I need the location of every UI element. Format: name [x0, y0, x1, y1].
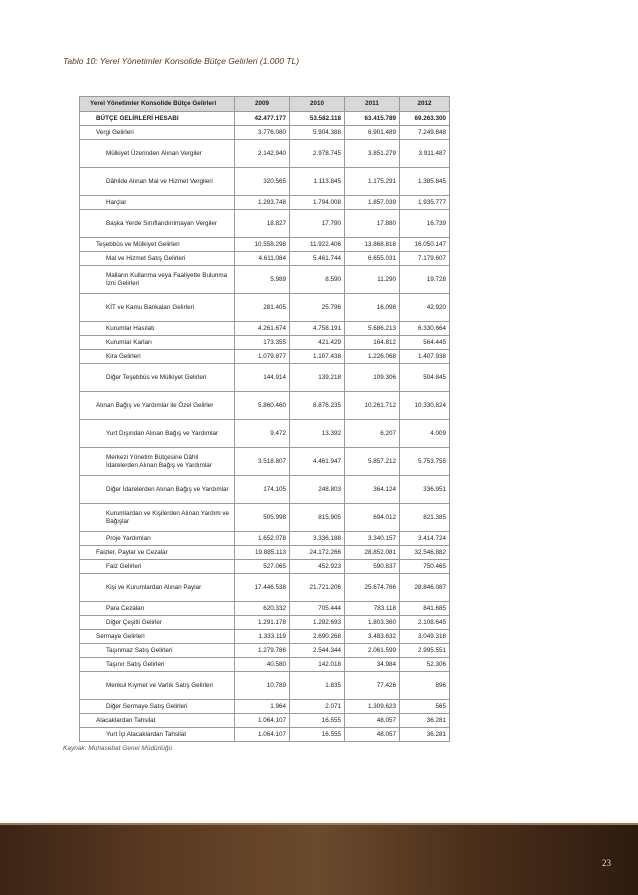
table-row — [80, 504, 450, 532]
row-label: Başka Yerde Sınıflandırılmayan Vergiler — [80, 210, 235, 238]
value-cell: 11.290 — [345, 266, 400, 294]
value-cell: 4.009 — [400, 420, 450, 448]
value-cell: 1.107.438 — [290, 350, 345, 364]
value-cell: 590.837 — [345, 560, 400, 574]
value-cell: 504.845 — [400, 364, 450, 392]
row-label: Alınan Bağış ve Yardımlar ile Özel Gelirler — [80, 392, 235, 420]
value-cell: 564.445 — [400, 336, 450, 350]
value-cell: 1.385.845 — [400, 168, 450, 196]
row-label: Kurumlar Hasılatı — [80, 322, 235, 336]
value-cell: 18.827 — [235, 210, 290, 238]
value-cell: 4.758.191 — [290, 322, 345, 336]
value-cell: 25.796 — [290, 294, 345, 322]
value-cell: 48.057 — [345, 728, 400, 742]
value-cell: 1.175.291 — [345, 168, 400, 196]
value-cell: 1.279.786 — [235, 644, 290, 658]
value-cell: 2.142.940 — [235, 140, 290, 168]
value-cell: 32.546.882 — [400, 546, 450, 560]
value-cell: 750.465 — [400, 560, 450, 574]
value-cell: 6.655.031 — [345, 252, 400, 266]
value-cell: 13.868.818 — [345, 238, 400, 252]
value-cell: 694.012 — [345, 504, 400, 532]
row-label: Kişi ve Kurumlardan Alınan Paylar — [80, 574, 235, 602]
value-cell: 1.292.693 — [290, 616, 345, 630]
row-label: Merkezi Yönetim Bütçesine Dâhil İdarelerden Alınan Bağış ve Yardımlar — [80, 448, 235, 476]
row-label: Alacaklardan Tahsilat — [80, 714, 235, 728]
source-note: Kaynak: Muhasebat Genel Müdürlüğü — [63, 745, 173, 752]
value-cell: 1.407.938 — [400, 350, 450, 364]
table-row — [80, 168, 450, 196]
value-cell: 6.207 — [345, 420, 400, 448]
value-cell: 821.385 — [400, 504, 450, 532]
value-cell: 3.851.279 — [345, 140, 400, 168]
value-cell: 281.405 — [235, 294, 290, 322]
value-cell: 3.414.724 — [400, 532, 450, 546]
value-cell: 1.113.845 — [290, 168, 345, 196]
table-row — [80, 238, 450, 252]
value-cell: 16.555 — [290, 728, 345, 742]
value-cell: 1.291.178 — [235, 616, 290, 630]
row-label: KİT ve Kamu Bankaları Gelirleri — [80, 294, 235, 322]
row-label: Faiz Gelirleri — [80, 560, 235, 574]
value-cell: 705.444 — [290, 602, 345, 616]
table-row — [80, 112, 450, 126]
value-cell: 6.901.489 — [345, 126, 400, 140]
value-cell: 3.340.157 — [345, 532, 400, 546]
row-label: Diğer İdarelerden Alınan Bağış ve Yardımlar — [80, 476, 235, 504]
value-cell: 69.263.300 — [400, 112, 450, 126]
table-row — [80, 700, 450, 714]
value-cell: 19.885.113 — [235, 546, 290, 560]
value-cell: 3.336.188 — [290, 532, 345, 546]
value-cell: 841.685 — [400, 602, 450, 616]
row-label: Kurumlar Karları — [80, 336, 235, 350]
value-cell: 10.558.298 — [235, 238, 290, 252]
table-caption: Tablo 10: Yerel Yönetimler Konsolide Bütçe Gelirleri (1.000 TL) — [63, 56, 300, 66]
value-cell: 5.904.388 — [290, 126, 345, 140]
value-cell: 452.923 — [290, 560, 345, 574]
value-cell: 24.172.266 — [290, 546, 345, 560]
value-cell: 16.098 — [345, 294, 400, 322]
row-label: Harçlar — [80, 196, 235, 210]
page-footer-band — [0, 825, 638, 895]
table-row — [80, 616, 450, 630]
value-cell: 1.064.107 — [235, 714, 290, 728]
table-row — [80, 266, 450, 294]
value-cell: 1.964 — [235, 700, 290, 714]
value-cell: 10.789 — [235, 672, 290, 700]
value-cell: 7.249.848 — [400, 126, 450, 140]
value-cell: 53.582.118 — [290, 112, 345, 126]
value-cell: 1.293.748 — [235, 196, 290, 210]
value-cell: 7.179.607 — [400, 252, 450, 266]
row-label: Diğer Sermaye Satış Gelirleri — [80, 700, 235, 714]
row-label: Taşınır Satış Gelirleri — [80, 658, 235, 672]
value-cell: 10.261.712 — [345, 392, 400, 420]
table-row — [80, 560, 450, 574]
table-row — [80, 658, 450, 672]
value-cell: 248.803 — [290, 476, 345, 504]
value-cell: 4.261.674 — [235, 322, 290, 336]
table-row — [80, 448, 450, 476]
value-cell: 8.876.235 — [290, 392, 345, 420]
value-cell: 2.061.599 — [345, 644, 400, 658]
value-cell: 16.555 — [290, 714, 345, 728]
value-cell: 527.065 — [235, 560, 290, 574]
value-cell: 4.611.084 — [235, 252, 290, 266]
value-cell: 5.860.460 — [235, 392, 290, 420]
table-row — [80, 126, 450, 140]
table-body — [80, 112, 450, 742]
value-cell: 1.652.078 — [235, 532, 290, 546]
value-cell: 28.852.081 — [345, 546, 400, 560]
value-cell: 174.105 — [235, 476, 290, 504]
value-cell: 815.905 — [290, 504, 345, 532]
table-row — [80, 252, 450, 266]
value-cell: 5.857.212 — [345, 448, 400, 476]
value-cell: 3.483.632 — [345, 630, 400, 644]
value-cell: 1.079.877 — [235, 350, 290, 364]
table-row — [80, 630, 450, 644]
value-cell: 2.978.745 — [290, 140, 345, 168]
value-cell: 52.306 — [400, 658, 450, 672]
value-cell: 8.590 — [290, 266, 345, 294]
row-label: Kira Gelirleri — [80, 350, 235, 364]
value-cell: 1.857.039 — [345, 196, 400, 210]
table-row — [80, 350, 450, 364]
value-cell: 364.124 — [345, 476, 400, 504]
value-cell: 42.477.177 — [235, 112, 290, 126]
value-cell: 2.071 — [290, 700, 345, 714]
value-cell: 17.880 — [345, 210, 400, 238]
row-label: BÜTÇE GELİRLERİ HESABI — [80, 112, 235, 126]
value-cell: 2.995.551 — [400, 644, 450, 658]
value-cell: 1.064.107 — [235, 728, 290, 742]
value-cell: 320.565 — [235, 168, 290, 196]
value-cell: 1.226.068 — [345, 350, 400, 364]
header-year-2009: 2009 — [235, 97, 290, 112]
row-label: Sermaye Gelirleri — [80, 630, 235, 644]
value-cell: 1.333.119 — [235, 630, 290, 644]
row-label: Diğer Teşebbüs ve Mülkiyet Gelirleri — [80, 364, 235, 392]
value-cell: 77.426 — [345, 672, 400, 700]
value-cell: 6.330.664 — [400, 322, 450, 336]
row-label: Para Cezaları — [80, 602, 235, 616]
row-label: Dâhilde Alınan Mal ve Hizmet Vergileri — [80, 168, 235, 196]
value-cell: 28.846.087 — [400, 574, 450, 602]
value-cell: 2.108.645 — [400, 616, 450, 630]
table-row — [80, 210, 450, 238]
value-cell: 336.951 — [400, 476, 450, 504]
row-label: Kurumlardan ve Kişilerden Alınan Yardım ve Bağışlar — [80, 504, 235, 532]
value-cell: 25.674.766 — [345, 574, 400, 602]
row-label: Diğer Çeşitli Gelirler — [80, 616, 235, 630]
value-cell: 2.544.344 — [290, 644, 345, 658]
row-label: Mal ve Hizmet Satış Gelirleri — [80, 252, 235, 266]
value-cell: 19.728 — [400, 266, 450, 294]
table-row — [80, 672, 450, 700]
value-cell: 565 — [400, 700, 450, 714]
value-cell: 63.415.789 — [345, 112, 400, 126]
value-cell: 3.049.318 — [400, 630, 450, 644]
value-cell: 144.914 — [235, 364, 290, 392]
value-cell: 36.281 — [400, 728, 450, 742]
value-cell: 1.309.623 — [345, 700, 400, 714]
value-cell: 896 — [400, 672, 450, 700]
value-cell: 34.984 — [345, 658, 400, 672]
value-cell: 48.057 — [345, 714, 400, 728]
value-cell: 2.690.268 — [290, 630, 345, 644]
value-cell: 142.018 — [290, 658, 345, 672]
table-header-row — [80, 97, 450, 112]
value-cell: 421.429 — [290, 336, 345, 350]
value-cell: 40.580 — [235, 658, 290, 672]
value-cell: 21.721.206 — [290, 574, 345, 602]
value-cell: 13.392 — [290, 420, 345, 448]
value-cell: 109.306 — [345, 364, 400, 392]
table-row — [80, 364, 450, 392]
row-label: Faizler, Paylar ve Cezalar — [80, 546, 235, 560]
row-label: Yurt İçi Alacaklardan Tahsilat — [80, 728, 235, 742]
row-label: Teşebbüs ve Mülkiyet Gelirleri — [80, 238, 235, 252]
header-year-2010: 2010 — [290, 97, 345, 112]
row-label: Yurt Dışından Alınan Bağış ve Yardımlar — [80, 420, 235, 448]
value-cell: 620.332 — [235, 602, 290, 616]
table-row — [80, 532, 450, 546]
value-cell: 173.355 — [235, 336, 290, 350]
table-row — [80, 714, 450, 728]
value-cell: 1.794.008 — [290, 196, 345, 210]
value-cell: 3.776.080 — [235, 126, 290, 140]
table-row — [80, 196, 450, 210]
table-row — [80, 420, 450, 448]
table-row — [80, 294, 450, 322]
budget-revenue-table — [79, 96, 450, 742]
value-cell: 36.281 — [400, 714, 450, 728]
row-label: Taşınmaz Satış Gelirleri — [80, 644, 235, 658]
budget-revenue-table-container — [79, 96, 449, 742]
table-row — [80, 336, 450, 350]
value-cell: 3.518.807 — [235, 448, 290, 476]
value-cell: 164.812 — [345, 336, 400, 350]
row-label: Vergi Gelirleri — [80, 126, 235, 140]
table-row — [80, 476, 450, 504]
value-cell: 11.922.406 — [290, 238, 345, 252]
value-cell: 5.989 — [235, 266, 290, 294]
value-cell: 9.472 — [235, 420, 290, 448]
value-cell: 3.911.487 — [400, 140, 450, 168]
value-cell: 505.998 — [235, 504, 290, 532]
value-cell: 1.803.360 — [345, 616, 400, 630]
value-cell: 16.739 — [400, 210, 450, 238]
row-label: Malların Kullanma veya Faaliyette Bulunma İzni Gelirleri — [80, 266, 235, 294]
header-year-2011: 2011 — [345, 97, 400, 112]
page-number: 23 — [602, 858, 611, 868]
header-year-2012: 2012 — [400, 97, 450, 112]
table-row — [80, 644, 450, 658]
value-cell: 17.446.538 — [235, 574, 290, 602]
table-row — [80, 546, 450, 560]
table-row — [80, 574, 450, 602]
value-cell: 4.461.947 — [290, 448, 345, 476]
value-cell: 5.461.744 — [290, 252, 345, 266]
row-label: Menkul Kıymet ve Varlık Satış Gelirleri — [80, 672, 235, 700]
header-category: Yerel Yönetimler Konsolide Bütçe Gelirleri — [80, 97, 235, 112]
value-cell: 42.920 — [400, 294, 450, 322]
value-cell: 1.935.777 — [400, 196, 450, 210]
table-row — [80, 140, 450, 168]
row-label: Proje Yardımları — [80, 532, 235, 546]
value-cell: 783.118 — [345, 602, 400, 616]
value-cell: 16.050.147 — [400, 238, 450, 252]
value-cell: 139.218 — [290, 364, 345, 392]
row-label: Mülkiyet Üzerinden Alınan Vergiler — [80, 140, 235, 168]
table-row — [80, 322, 450, 336]
table-row — [80, 602, 450, 616]
value-cell: 17.790 — [290, 210, 345, 238]
value-cell: 5.753.755 — [400, 448, 450, 476]
value-cell: 1.835 — [290, 672, 345, 700]
table-row — [80, 392, 450, 420]
value-cell: 5.686.213 — [345, 322, 400, 336]
value-cell: 10.330.824 — [400, 392, 450, 420]
table-row — [80, 728, 450, 742]
